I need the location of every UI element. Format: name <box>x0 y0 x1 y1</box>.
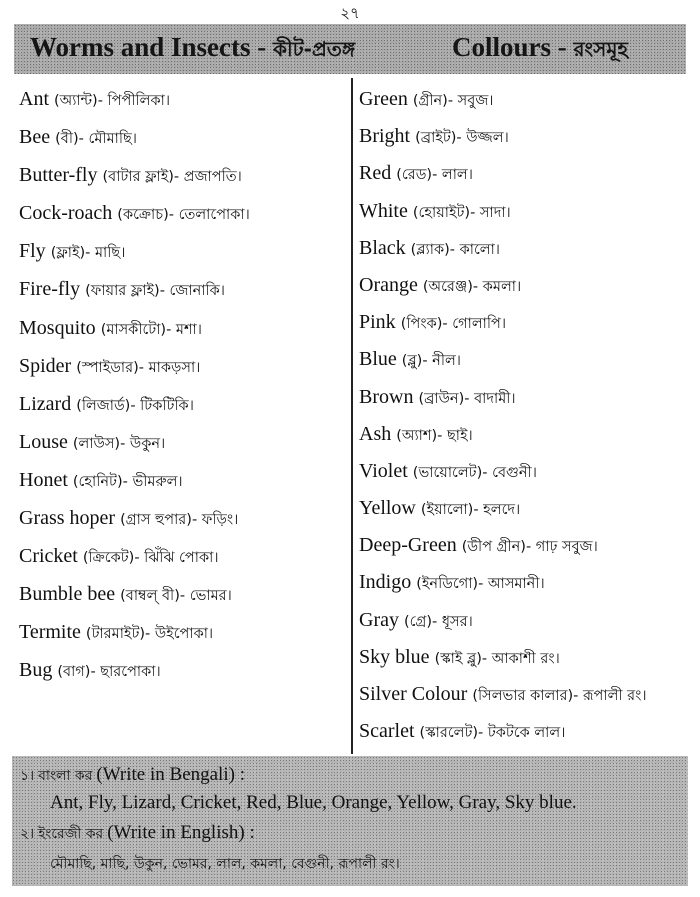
insect-pronunciation: (অ্যান্ট) <box>54 93 98 109</box>
exercise-1-word-list: Ant, Fly, Lizard, Cricket, Red, Blue, Orange, Yellow, Gray, Sky blue. <box>50 792 577 813</box>
insect-pronunciation: (বী) <box>55 131 79 148</box>
colour-english-word: Pink <box>359 311 396 334</box>
colour-english-word: Yellow <box>359 497 416 520</box>
colour-entry <box>359 160 695 197</box>
insect-english-word: Termite <box>19 621 81 644</box>
insect-english-word: Cricket <box>19 545 78 568</box>
colour-pronunciation: (অ্যাশ) <box>396 427 438 444</box>
insect-entry <box>19 619 349 657</box>
insect-pronunciation: (টারমাইট) <box>85 626 146 643</box>
insect-english-word: Spider <box>19 354 72 377</box>
colour-english-word: Ash <box>359 422 392 445</box>
exercise-2-words <box>50 852 400 876</box>
insect-bengali-meaning: - মৌমাছি। <box>78 131 137 148</box>
exercise-1-number: ১। <box>20 768 35 784</box>
colour-entry <box>359 718 695 755</box>
insect-pronunciation: (ফায়ার ফ্লাই) <box>85 283 160 300</box>
insect-english-word: Cock-roach <box>19 202 113 225</box>
insect-bengali-meaning: - পিপীলিকা। <box>97 93 171 109</box>
colour-entry <box>359 644 695 681</box>
insect-bengali-meaning: - ছারপোকা। <box>90 664 161 681</box>
colour-english-word: Green <box>359 88 408 110</box>
colour-english-word: Deep-Green <box>359 534 457 557</box>
insect-pronunciation: (বাটার ফ্লাই) <box>102 169 174 186</box>
insect-pronunciation: (গ্রাস হুপার) <box>120 512 192 529</box>
colour-pronunciation: (ডীপ গ্রীন) <box>461 539 526 556</box>
insects-heading <box>30 32 355 68</box>
insect-entry <box>19 200 349 238</box>
insect-pronunciation: (ফ্লাই) <box>50 245 86 262</box>
colour-entry <box>359 346 695 383</box>
colour-pronunciation: (অরেঞ্জ) <box>422 278 473 295</box>
colour-english-word: Blue <box>359 348 397 371</box>
exercise-2-bn-label: ইংরেজী কর <box>38 826 104 842</box>
insect-entry <box>19 353 349 391</box>
colour-pronunciation: (ইয়ালো) <box>420 502 474 519</box>
insect-pronunciation: (হোনিট) <box>72 473 123 490</box>
colour-bengali-meaning: - ধূসর। <box>432 613 473 630</box>
colour-entry <box>359 309 695 346</box>
exercise-1-bn-label: বাংলা কর <box>38 768 93 784</box>
exercise-2-en-label: (Write in English) : <box>107 822 255 843</box>
colour-entry <box>359 123 695 160</box>
insects-list <box>19 86 349 696</box>
colour-entry <box>359 607 695 644</box>
colour-entry <box>359 458 695 495</box>
exercise-1-heading <box>20 764 245 788</box>
insect-english-word: Lizard <box>19 392 72 415</box>
insect-entry <box>19 657 349 695</box>
colour-entry <box>359 86 695 123</box>
colour-entry <box>359 569 695 606</box>
insect-bengali-meaning: - ঝিঁঝি পোকা। <box>134 550 219 567</box>
colour-bengali-meaning: - নীল। <box>422 353 461 370</box>
insect-english-word: Grass hoper <box>19 507 116 530</box>
insect-pronunciation: (মাসকীটো) <box>100 321 167 338</box>
colour-pronunciation: (ব্রাউন) <box>418 390 465 407</box>
colour-english-word: Violet <box>359 459 408 482</box>
colour-entry <box>359 681 695 718</box>
colour-entry <box>359 421 695 458</box>
colour-pronunciation: (ব্ল্যাক) <box>410 241 450 258</box>
colour-pronunciation: (হোয়াইট) <box>412 204 471 221</box>
insect-entry <box>19 238 349 276</box>
colour-pronunciation: (রেড) <box>396 167 433 184</box>
colours-heading <box>452 32 628 68</box>
colour-english-word: Silver Colour <box>359 683 468 705</box>
column-divider <box>351 78 353 754</box>
colour-english-word: Sky blue <box>359 645 430 668</box>
colours-list <box>359 86 695 755</box>
colour-entry <box>359 495 695 532</box>
colours-heading-bn: রংসমূহ <box>573 37 628 61</box>
exercise-1-en-label: (Write in Bengali) : <box>96 764 245 785</box>
insect-entry <box>19 86 349 124</box>
colour-entry <box>359 384 695 421</box>
insect-bengali-meaning: - ভোমর। <box>179 588 232 605</box>
insect-pronunciation: (লাউস) <box>72 435 121 452</box>
insect-entry <box>19 429 349 467</box>
colour-english-word: Brown <box>359 385 414 408</box>
insect-entry <box>19 124 349 162</box>
insect-entry <box>19 467 349 505</box>
insect-bengali-meaning: - প্রজাপতি। <box>173 169 242 186</box>
exercise-1-words <box>50 792 577 814</box>
insect-entry <box>19 162 349 200</box>
insect-english-word: Fire-fly <box>19 278 81 301</box>
colour-pronunciation: (স্কারলেট) <box>419 725 479 742</box>
colour-pronunciation: (সিলভার কালার) <box>472 688 574 704</box>
colour-bengali-meaning: - লাল। <box>432 167 473 184</box>
insect-entry <box>19 276 349 314</box>
insect-entry <box>19 315 349 353</box>
colour-english-word: Bright <box>359 125 411 148</box>
header-banner <box>14 24 686 74</box>
colour-entry <box>359 272 695 309</box>
insect-english-word: Butter-fly <box>19 164 98 187</box>
colour-bengali-meaning: - বাদামী। <box>464 390 516 407</box>
colour-entry <box>359 532 695 569</box>
insect-english-word: Louse <box>19 430 68 453</box>
insect-english-word: Ant <box>19 88 49 110</box>
colour-pronunciation: (ব্রাইট) <box>415 130 457 147</box>
insect-english-word: Fly <box>19 240 46 263</box>
colour-pronunciation: (পিংক) <box>400 316 443 333</box>
insects-heading-en: Worms and Insects <box>30 32 251 62</box>
colour-bengali-meaning: - বেগুনী। <box>482 464 537 481</box>
insect-pronunciation: (স্পাইডার) <box>76 359 139 376</box>
insect-english-word: Honet <box>19 468 68 491</box>
insect-entry <box>19 505 349 543</box>
colour-bengali-meaning: - কমলা। <box>472 278 522 295</box>
exercise-box <box>12 756 688 886</box>
insect-english-word: Mosquito <box>19 316 96 339</box>
insect-bengali-meaning: - উকুন। <box>120 435 166 452</box>
colour-bengali-meaning: - আকাশী রং। <box>481 650 560 667</box>
colour-pronunciation: (ভায়োলেট) <box>412 464 483 481</box>
colour-bengali-meaning: - হলদে। <box>473 502 521 519</box>
insect-entry <box>19 543 349 581</box>
colour-bengali-meaning: - আসমানী। <box>478 576 545 593</box>
insect-bengali-meaning: - মাছি। <box>85 245 126 262</box>
insect-bengali-meaning: - টিকটিকি। <box>130 397 194 414</box>
insect-english-word: Bug <box>19 659 53 682</box>
insect-bengali-meaning: - তেলাপোকা। <box>168 207 250 224</box>
colour-english-word: Black <box>359 236 406 259</box>
colour-pronunciation: (গ্রে) <box>403 613 433 630</box>
colour-pronunciation: (ব্লু) <box>401 353 423 370</box>
colour-pronunciation: (গ্রীন) <box>412 93 448 109</box>
colour-bengali-meaning: - গোলাপি। <box>442 316 507 333</box>
insect-pronunciation: (কক্রোচ) <box>117 207 169 224</box>
exercise-2-heading <box>20 822 255 846</box>
colour-bengali-meaning: - সাদা। <box>470 204 511 221</box>
page-number: ২৭ <box>340 4 360 22</box>
colour-bengali-meaning: - রূপালী রং। <box>573 688 647 704</box>
colour-english-word: Indigo <box>359 571 412 594</box>
colour-english-word: Scarlet <box>359 720 415 743</box>
insect-pronunciation: (বাম্বল্ বী) <box>120 588 180 605</box>
colour-pronunciation: (ইনডিগো) <box>416 576 479 593</box>
insect-pronunciation: (লিজার্ড) <box>76 397 131 414</box>
colour-pronunciation: (স্কাই ব্লু) <box>434 650 482 667</box>
colour-bengali-meaning: - উজ্জল। <box>456 130 509 147</box>
colour-english-word: Orange <box>359 273 418 296</box>
insect-entry <box>19 391 349 429</box>
insects-heading-separator: - <box>250 32 274 62</box>
insect-bengali-meaning: - জোনাকি। <box>159 283 225 300</box>
colour-bengali-meaning: - ছাই। <box>437 427 473 444</box>
colour-bengali-meaning: - গাঢ় সবুজ। <box>525 539 598 556</box>
colour-entry <box>359 235 695 272</box>
insects-heading-bn: কীট-প্রতঙ্গ <box>273 37 356 61</box>
colour-english-word: Red <box>359 162 392 185</box>
colour-bengali-meaning: - কালো। <box>449 241 500 258</box>
insect-bengali-meaning: - উইপোকা। <box>145 626 214 643</box>
insect-entry <box>19 581 349 619</box>
colour-bengali-meaning: - টকটকে লাল। <box>478 725 566 742</box>
insect-pronunciation: (বাগ) <box>57 664 91 681</box>
insect-bengali-meaning: - ভীমরুল। <box>122 473 183 490</box>
exercise-2-number: ২। <box>20 826 35 842</box>
colour-bengali-meaning: - সবুজ। <box>447 93 494 109</box>
insect-pronunciation: (ক্রিকেট) <box>82 550 135 567</box>
insect-english-word: Bee <box>19 126 51 149</box>
colours-heading-en: Collours <box>452 32 552 62</box>
colour-entry <box>359 198 695 235</box>
colour-english-word: Gray <box>359 608 399 631</box>
insect-bengali-meaning: - মশা। <box>166 321 202 338</box>
colours-heading-separator: - <box>551 32 574 62</box>
insect-bengali-meaning: - ফড়িং। <box>191 512 239 529</box>
insect-english-word: Bumble bee <box>19 583 116 606</box>
insect-bengali-meaning: - মাকড়সা। <box>138 359 201 376</box>
colour-english-word: White <box>359 199 408 222</box>
exercise-2-word-list: মৌমাছি, মাছি, উকুন, ভোমর, লাল, কমলা, বেগুনী, রূপালী রং। <box>50 856 400 872</box>
